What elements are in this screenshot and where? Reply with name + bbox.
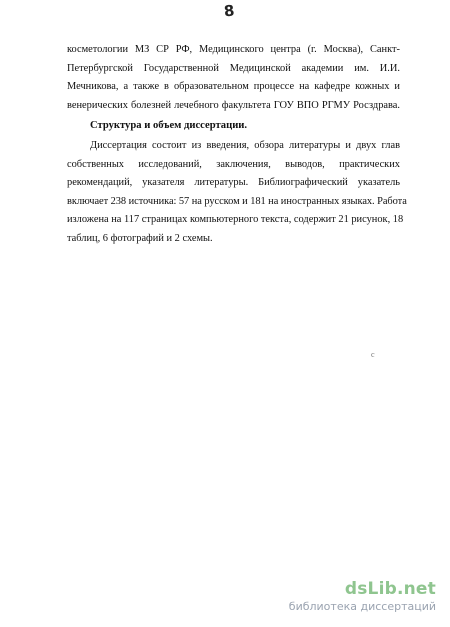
paragraph-affiliations [67, 41, 400, 115]
paragraph-structure [67, 137, 407, 249]
watermark-subtitle: библиотека диссертаций [288, 600, 436, 613]
text-line: собственных исследований, заключения, выводов, практических [67, 158, 400, 170]
text-line: Диссертация состоит из введения, обзора литературы и двух глав [90, 140, 400, 151]
watermark [289, 580, 436, 614]
section-heading: Структура и объем диссертации. [90, 120, 248, 131]
scan-speck: c [371, 350, 375, 359]
text-line: косметологии МЗ СР РФ, Медицинского центра (г. Москва), Санкт- [67, 44, 400, 55]
watermark-logo: dsLib.net [344, 579, 436, 599]
text-line: венерических болезней лечебного факультета ГОУ ВПО РГМУ Росздрава. [67, 99, 400, 111]
text-line: включает 238 источника: 57 на русском и 181 на иностранных языках. Работа [67, 195, 407, 207]
text-line: рекомендаций, указателя литературы. Библиографический указатель [67, 177, 400, 189]
text-line: Мечникова, а также в образовательном процессе на кафедре кожных и [67, 81, 400, 93]
text-line: таблиц, 6 фотографий и 2 схемы. [67, 232, 213, 244]
text-line: изложена на 117 страницах компьютерного текста, содержит 21 рисунок, 18 [67, 214, 404, 226]
page-number: 8 [223, 1, 236, 21]
text-line: Петербургской Государственной Медицинской академии им. И.И. [67, 62, 400, 74]
